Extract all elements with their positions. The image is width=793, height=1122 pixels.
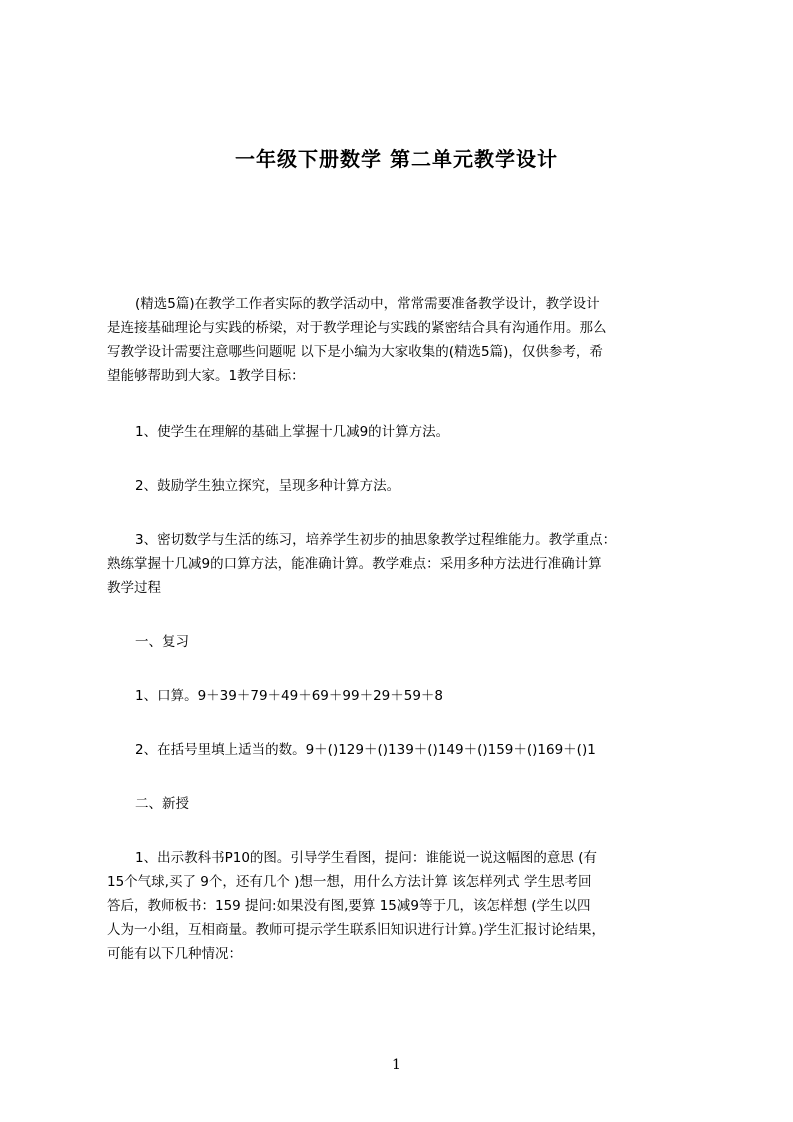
text-line: 2、在括号里填上适当的数。9＋()129＋()139＋()149＋()159＋()169＋()1 <box>135 742 596 758</box>
section-heading-new <box>107 792 697 816</box>
text-line: 15个气球,买了 9个，还有几个 )想一想，用什么方法计算 该怎样列式 学生思考回 <box>107 874 592 890</box>
new-lesson-paragraph <box>107 846 697 966</box>
text-line: 1、出示教科书P10的图。引导学生看图，提问：谁能说一说这幅图的意思 (有 <box>135 850 597 866</box>
section-heading: 一、复习 <box>135 634 189 650</box>
text-line: 3、密切数学与生活的练习，培养学生初步的抽思象教学过程维能力。教学重点： <box>135 532 617 548</box>
text-line: 写教学设计需要注意哪些问题呢 以下是小编为大家收集的(精选5篇)，仅供参考，希 <box>107 344 603 360</box>
goal-1-paragraph <box>107 420 697 444</box>
text-line: 1、口算。9＋39＋79＋49＋69＋99＋29＋59＋8 <box>135 688 444 704</box>
document-title: 一年级下册数学 第二单元教学设计 <box>235 147 558 171</box>
text-line: 1、使学生在理解的基础上掌握十几减9的计算方法。 <box>135 424 450 440</box>
intro-paragraph <box>107 292 697 388</box>
document-body <box>107 292 697 966</box>
goal-3-paragraph <box>107 528 697 600</box>
section-heading-review <box>107 630 697 654</box>
review-1-paragraph <box>107 684 697 708</box>
text-line: 望能够帮助到大家。1教学目标： <box>107 368 305 384</box>
text-line: (精选5篇)在教学工作者实际的教学活动中，常常需要准备教学设计，教学设计 <box>135 296 600 312</box>
review-2-paragraph <box>107 738 697 762</box>
section-heading: 二、新授 <box>135 796 189 812</box>
text-line: 2、鼓励学生独立探究，呈现多种计算方法。 <box>135 478 401 494</box>
text-line: 熟练掌握十几减9的口算方法，能准确计算。教学难点：采用多种方法进行准确计算 <box>107 556 602 572</box>
text-line: 可能有以下几种情况： <box>107 946 242 962</box>
goal-2-paragraph <box>107 474 697 498</box>
page-number: 1 <box>392 1057 401 1073</box>
text-line: 是连接基础理论与实践的桥梁，对于教学理论与实践的紧密结合具有沟通作用。那么 <box>107 320 607 336</box>
text-line: 教学过程 <box>107 580 161 596</box>
text-line: 人为一小组，互相商量。教师可提示学生联系旧知识进行计算。)学生汇报讨论结果， <box>107 922 606 938</box>
text-line: 答后，教师板书：159 提问:如果没有图,要算 15减9等于几，该怎样想 (学生以四 <box>107 898 591 914</box>
